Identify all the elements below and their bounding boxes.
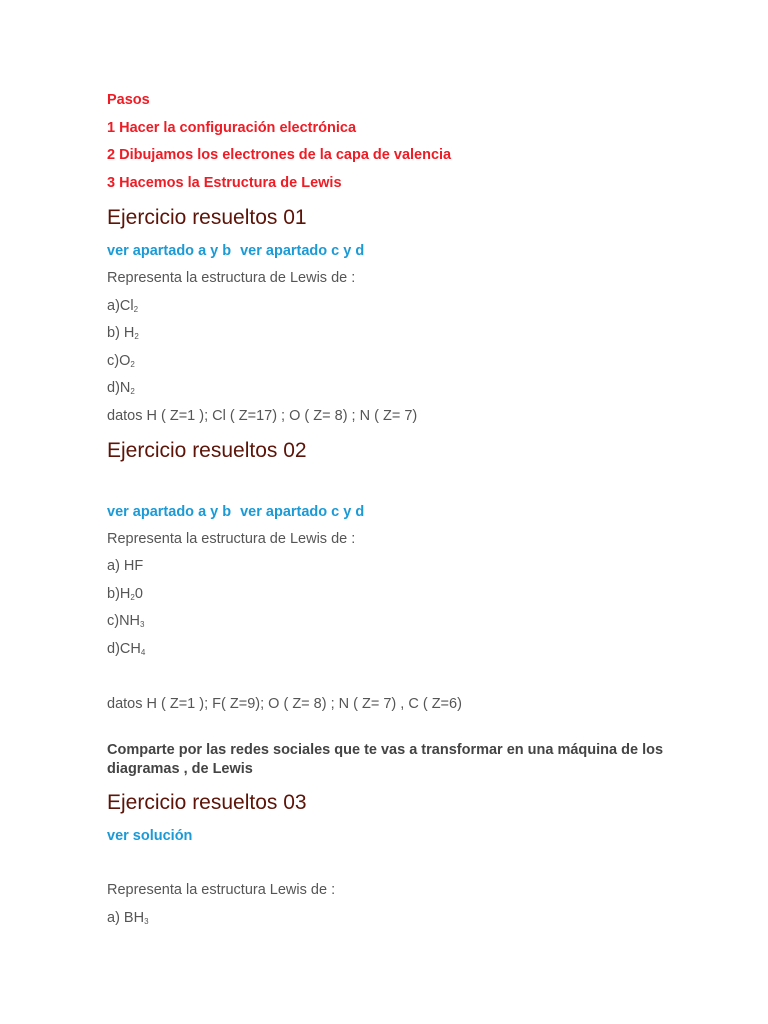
share-message: Comparte por las redes sociales que te vas a transformar en una máquina de los diagramas , de Lewis — [107, 742, 664, 777]
link-apartado-a-b[interactable]: ver apartado a y b — [107, 504, 232, 520]
exercise-1-links — [107, 242, 364, 260]
exercise-2-item-d: $d)CH_4$ — [107, 641, 146, 657]
exercise-1-heading: Ejercicio resueltos 01 — [107, 206, 307, 229]
exercise-2-prompt: Representa la estructura de Lewis de : — [107, 531, 356, 547]
link-apartado-a-b[interactable]: ver apartado a y b — [107, 243, 232, 259]
link-apartado-c-d[interactable]: ver apartado c y d — [240, 504, 365, 520]
exercise-2-datos: datos H ( Z=1 ); F( Z=9); O ( Z= 8) ; N ( Z= 7) , C ( Z=6) — [107, 696, 462, 712]
exercise-3-item-a: a) $BH_3$ — [107, 910, 149, 926]
exercise-3-links — [107, 827, 192, 845]
exercise-3-prompt: Representa la estructura Lewis de : — [107, 882, 336, 898]
link-apartado-c-d[interactable]: ver apartado c y d — [240, 243, 365, 259]
exercise-2-item-c: $c)NH_3$ — [107, 613, 145, 629]
exercise-1-item-b: b) $H_2$ — [107, 325, 139, 341]
exercise-3-heading: Ejercicio resueltos 03 — [107, 791, 307, 814]
exercise-1-prompt: Representa la estructura de Lewis de : — [107, 270, 356, 286]
exercise-1-item-c: $c)O_2$ — [107, 353, 135, 369]
link-ver-solucion[interactable]: ver solución — [107, 828, 193, 844]
exercise-2-links — [107, 503, 364, 521]
exercise-1-datos: datos H ( Z=1 ); Cl ( Z=17) ; O ( Z= 8) ; N ( Z= 7) — [107, 408, 418, 424]
exercise-2-item-a: a) HF — [107, 558, 144, 574]
steps-title: Pasos — [107, 92, 150, 108]
step-2: 2 Dibujamos los electrones de la capa de valencia — [107, 147, 452, 163]
exercise-2-heading: Ejercicio resueltos 02 — [107, 439, 307, 462]
exercise-1-item-d: $d)N_2$ — [107, 380, 135, 396]
step-3: 3 Hacemos la Estructura de Lewis — [107, 175, 342, 191]
exercise-2-item-b: $b)H_20$ — [107, 586, 143, 602]
exercise-1-item-a: $a)Cl_2$ — [107, 298, 139, 314]
step-1: 1 Hacer la configuración electrónica — [107, 120, 357, 136]
